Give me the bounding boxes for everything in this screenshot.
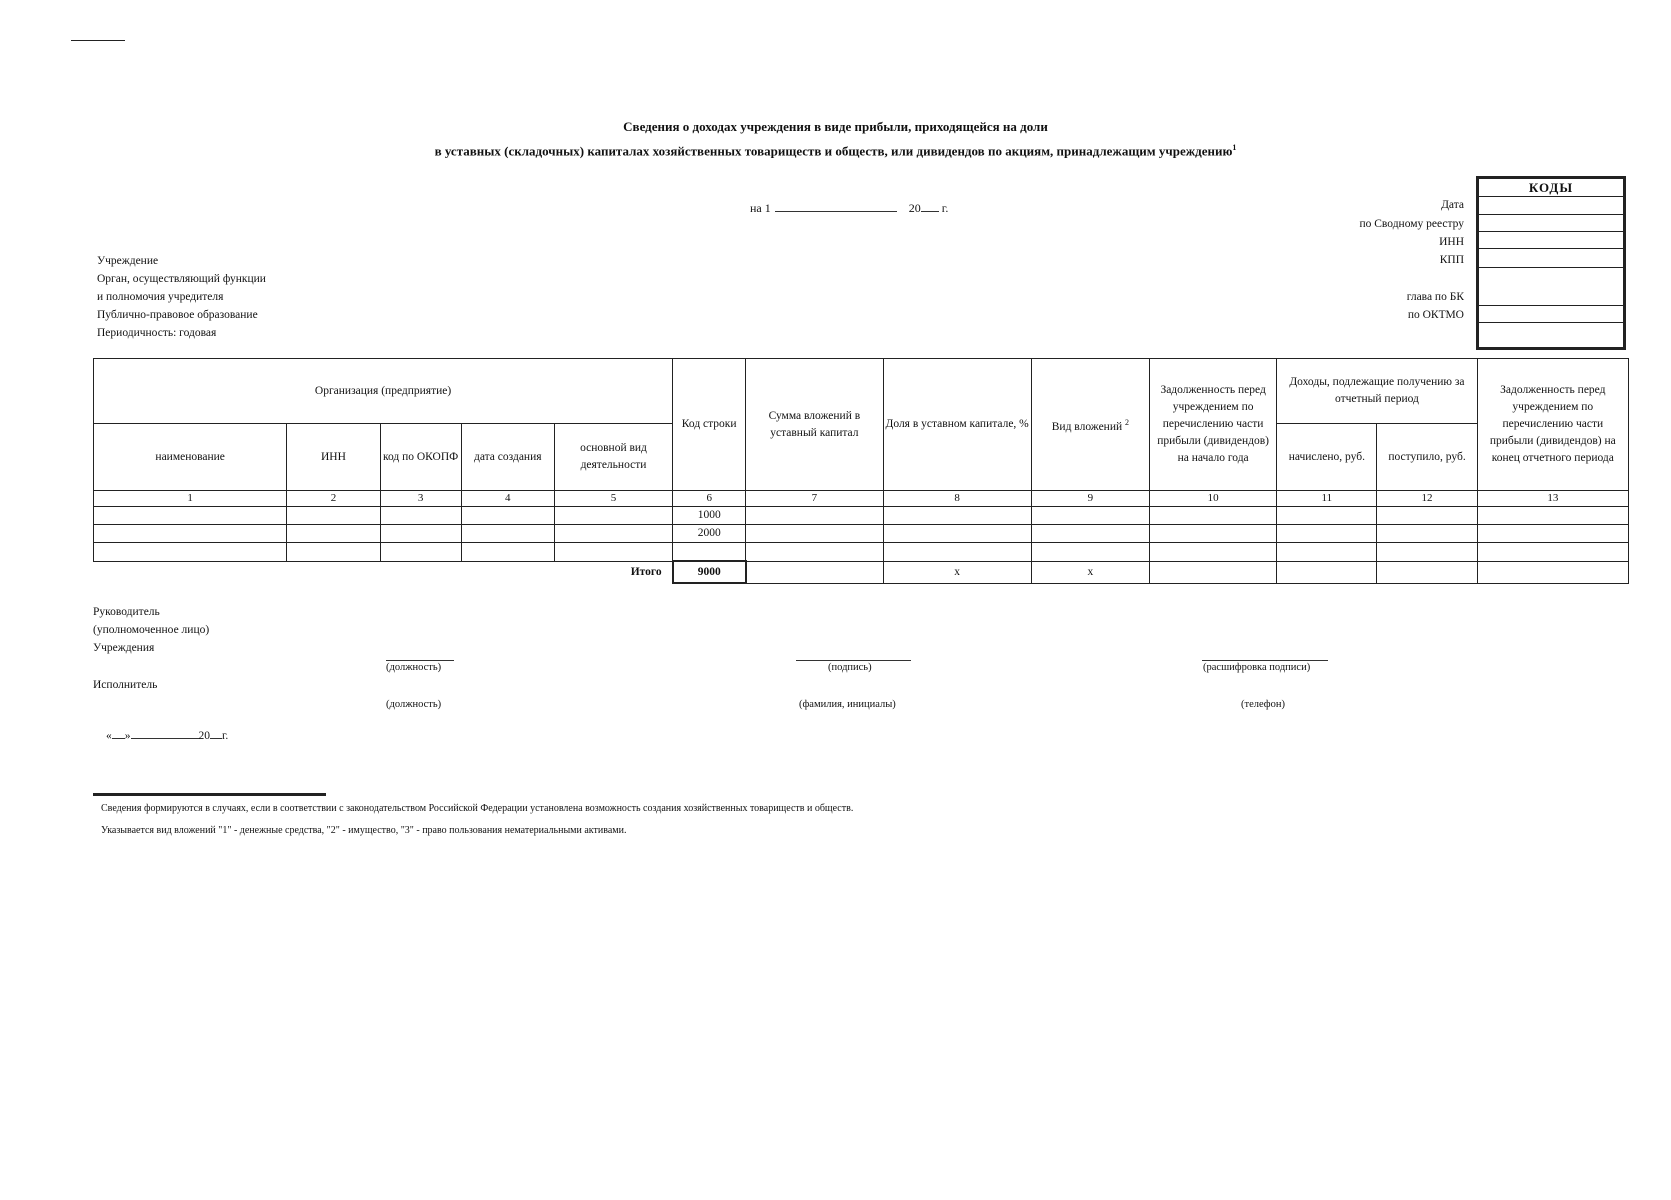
header-organization: Организация (предприятие)	[94, 359, 673, 424]
header-debt-end: Задолженность перед учреждением по перечислению части прибыли (дивидендов) на конец отчетного периода	[1477, 359, 1628, 491]
cell[interactable]	[287, 543, 380, 562]
code-cell-kpp[interactable]	[1479, 249, 1623, 268]
total-accrued[interactable]	[1277, 561, 1377, 583]
header-name: наименование	[94, 424, 287, 491]
col-number: 5	[554, 491, 672, 507]
top-dash-mark	[71, 40, 125, 41]
cell[interactable]	[461, 525, 554, 543]
cell[interactable]	[94, 543, 287, 562]
code-cell-oktmo[interactable]	[1479, 306, 1623, 323]
col-number: 1	[94, 491, 287, 507]
col-number: 9	[1031, 491, 1149, 507]
code-cell-inn[interactable]	[1479, 232, 1623, 249]
col-number: 6	[673, 491, 746, 507]
row-code: 2000	[673, 525, 746, 543]
report-date-line: на 1 20 г.	[750, 201, 949, 215]
code-cell-date[interactable]	[1479, 197, 1623, 215]
cell[interactable]	[1277, 525, 1377, 543]
header-received: поступило, руб.	[1377, 424, 1477, 491]
position-line[interactable]	[386, 660, 454, 661]
col-number: 12	[1377, 491, 1477, 507]
header-investment-sum: Сумма вложений в уставный капитал	[746, 359, 883, 491]
total-type: x	[1031, 561, 1149, 583]
header-creation-date: дата создания	[461, 424, 554, 491]
code-cell-bk[interactable]	[1479, 268, 1623, 306]
col-number: 8	[883, 491, 1031, 507]
header-accrued: начислено, руб.	[1277, 424, 1377, 491]
cell[interactable]	[380, 543, 461, 562]
cell[interactable]	[380, 507, 461, 525]
cell[interactable]	[1277, 507, 1377, 525]
column-numbers-row	[94, 491, 1629, 507]
cell[interactable]	[1031, 507, 1149, 525]
sign-date: « » 20 г.	[106, 730, 229, 742]
label-periodicity: Периодичность: годовая	[97, 327, 217, 339]
cell[interactable]	[1377, 525, 1477, 543]
executor-position-caption: (должность)	[386, 699, 442, 710]
cell[interactable]	[287, 525, 380, 543]
header-income-period: Доходы, подлежащие получению за отчетный период	[1277, 359, 1477, 424]
executor-label: Исполнитель	[93, 679, 158, 691]
year-blank[interactable]	[210, 729, 222, 739]
header-share-percent: Доля в уставном капитале, %	[883, 359, 1031, 491]
label-oktmo: по ОКТМО	[1407, 309, 1464, 321]
day-blank[interactable]	[112, 729, 125, 739]
form-title-line2: в уставных (складочных) капиталах хозяйственных товариществ и обществ, или дивидендов по акциям, принадлежащим учреждению$^1$	[434, 143, 1237, 159]
cell[interactable]	[1377, 507, 1477, 525]
position-caption: (должность)	[386, 662, 442, 673]
header-inn: ИНН	[287, 424, 380, 491]
decode-caption: (расшифровка подписи)	[1203, 662, 1311, 673]
cell[interactable]	[673, 543, 746, 562]
cell[interactable]	[1477, 543, 1628, 562]
col-number: 11	[1277, 491, 1377, 507]
cell[interactable]	[1277, 543, 1377, 562]
month-blank[interactable]	[131, 729, 199, 739]
cell[interactable]	[746, 543, 883, 562]
head-label-2: (уполномоченное лицо)	[93, 624, 210, 636]
head-label-1: Руководитель	[93, 606, 160, 618]
header-investment-type: Вид вложений $^2$	[1031, 359, 1149, 491]
total-received[interactable]	[1377, 561, 1477, 583]
label-inn: ИНН	[1439, 236, 1464, 248]
income-table	[93, 358, 1629, 584]
col-number: 3	[380, 491, 461, 507]
head-label-3: Учреждения	[93, 642, 155, 654]
codes-header: КОДЫ	[1479, 179, 1623, 197]
cell[interactable]	[746, 507, 883, 525]
cell[interactable]	[1150, 507, 1277, 525]
executor-name-caption: (фамилия, инициалы)	[799, 699, 896, 710]
label-founder-1: Орган, осуществляющий функции	[97, 273, 266, 285]
label-registry: по Сводному реестру	[1359, 218, 1464, 230]
cell[interactable]	[94, 525, 287, 543]
total-debt-end[interactable]	[1477, 561, 1628, 583]
label-kpp: КПП	[1439, 254, 1464, 266]
cell[interactable]	[1031, 525, 1149, 543]
cell[interactable]	[1477, 525, 1628, 543]
label-bk: глава по БК	[1406, 291, 1464, 303]
cell[interactable]	[1031, 543, 1149, 562]
col-number: 2	[287, 491, 380, 507]
decode-line[interactable]	[1202, 660, 1328, 661]
signature-caption: (подпись)	[828, 662, 872, 673]
footnote-rule	[93, 793, 326, 796]
label-institution: Учреждение	[97, 255, 159, 267]
footnote-2: Указывается вид вложений "1" - денежные средства, "2" - имущество, "3" - право пользования нематериальными активами.	[101, 825, 627, 836]
col-number: 7	[746, 491, 883, 507]
code-cell-extra[interactable]	[1479, 323, 1623, 343]
cell[interactable]	[883, 543, 1031, 562]
label-date: Дата	[1441, 199, 1464, 211]
cell[interactable]	[554, 507, 672, 525]
cell[interactable]	[1150, 543, 1277, 562]
total-label: Итого	[94, 561, 673, 583]
header-activity: основной вид деятельности	[554, 424, 672, 491]
cell[interactable]	[1377, 543, 1477, 562]
total-debt-start[interactable]	[1150, 561, 1277, 583]
form-title-line1: Сведения о доходах учреждения в виде прибыли, приходящейся на доли	[623, 119, 1048, 134]
col-number: 10	[1150, 491, 1277, 507]
label-public-entity: Публично-правовое образование	[97, 309, 258, 321]
header-row-code: Код строки	[673, 359, 746, 491]
date-blank[interactable]	[775, 201, 897, 212]
cell[interactable]	[1150, 525, 1277, 543]
total-sum[interactable]	[746, 561, 883, 583]
row-code: 1000	[673, 507, 746, 525]
col-number: 13	[1477, 491, 1628, 507]
year-blank[interactable]	[921, 201, 939, 212]
table-row	[94, 543, 1629, 562]
cell[interactable]	[1477, 507, 1628, 525]
cell[interactable]	[94, 507, 287, 525]
signature-line[interactable]	[796, 660, 911, 661]
footnote-1: Сведения формируются в случаях, если в соответствии с законодательством Российской Федерации установлена возможность создания хозяйственных товариществ и обществ.	[101, 803, 854, 814]
cell[interactable]	[883, 507, 1031, 525]
table-row	[94, 525, 1629, 543]
cell[interactable]	[461, 543, 554, 562]
cell[interactable]	[287, 507, 380, 525]
executor-phone-caption: (телефон)	[1241, 699, 1285, 710]
cell[interactable]	[554, 525, 672, 543]
total-share: x	[883, 561, 1031, 583]
header-okopf: код по ОКОПФ	[380, 424, 461, 491]
total-code: 9000	[673, 561, 746, 583]
cell[interactable]	[380, 525, 461, 543]
col-number: 4	[461, 491, 554, 507]
cell[interactable]	[554, 543, 672, 562]
total-row	[94, 561, 1629, 583]
table-row	[94, 507, 1629, 525]
title-footnote-mark: 1	[1232, 143, 1237, 152]
cell[interactable]	[746, 525, 883, 543]
cell[interactable]	[461, 507, 554, 525]
type-footnote-mark: 2	[1125, 417, 1130, 427]
codes-box	[1476, 176, 1626, 350]
cell[interactable]	[883, 525, 1031, 543]
label-founder-2: и полномочия учредителя	[97, 291, 224, 303]
header-debt-start: Задолженность перед учреждением по перечислению части прибыли (дивидендов) на начало года	[1150, 359, 1277, 491]
code-cell-registry[interactable]	[1479, 215, 1623, 232]
